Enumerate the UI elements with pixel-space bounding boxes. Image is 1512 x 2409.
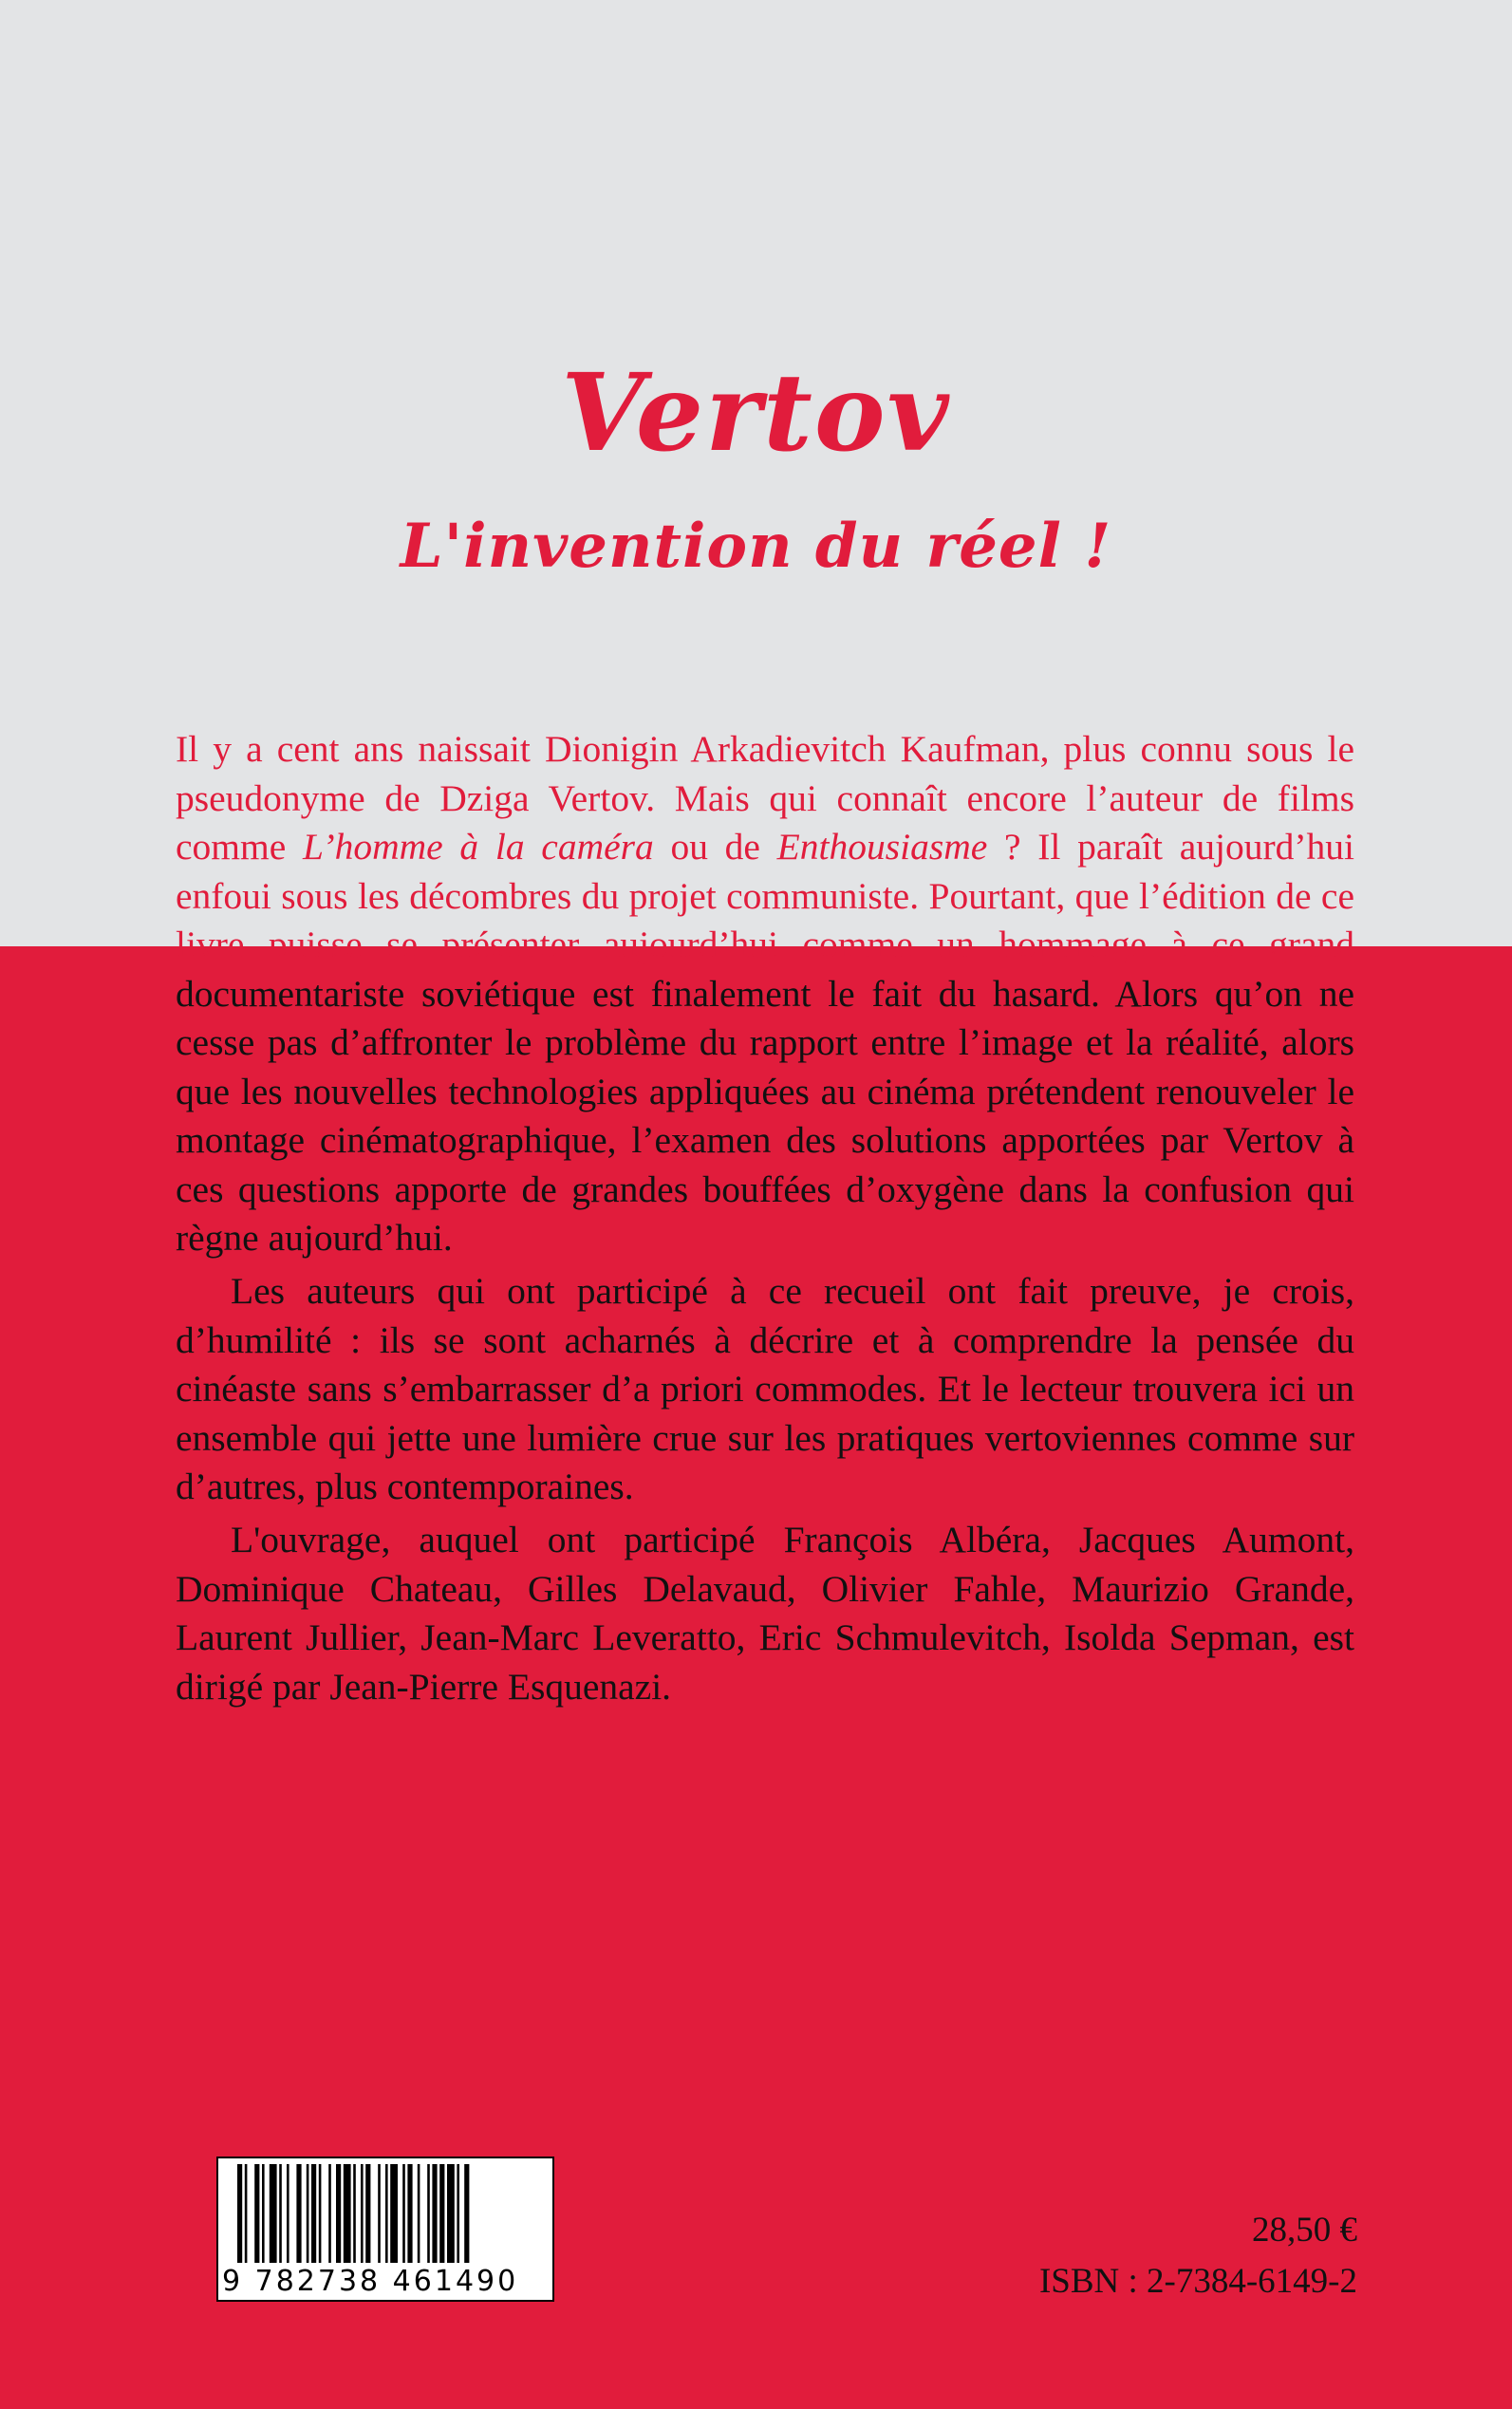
barcode-bar — [296, 2164, 301, 2263]
barcode-bar — [365, 2164, 370, 2263]
barcode-bar — [402, 2164, 405, 2263]
barcode-bar — [336, 2164, 341, 2263]
blurb-text-continued: documentariste soviétique est finalement le fait du hasard. Alors qu’on ne cesse pas d’affronter le problème du rapport entre l’image et la réalité, alors que les nouvelles technologies appliquées au cinéma prétendent renouveler le montage cinématographique, l’examen des solutions apportées par Vertov à ces questions apporte de grandes bouffées d’oxygène dans la confusion qui règne aujourd’hui. — [176, 972, 1354, 1259]
barcode-bars — [237, 2164, 533, 2263]
barcode-bar — [245, 2164, 248, 2263]
barcode-bar — [353, 2164, 356, 2263]
barcode-bar — [464, 2164, 469, 2263]
barcode-bar — [432, 2164, 437, 2263]
barcode-bar — [279, 2164, 282, 2263]
barcode-bar — [390, 2164, 398, 2263]
film-title: L’homme à la caméra — [302, 826, 654, 868]
blurb-text: Il y a cent ans naissait Dionigin Arkadievitch Kaufman, plus connu sous le pseudonyme de Dziga Vertov. Mais qui connaît encore l’auteur de films comme — [176, 728, 1354, 868]
barcode-bar — [270, 2164, 277, 2263]
barcode-bar — [311, 2164, 316, 2263]
book-title: Vertov — [561, 351, 951, 476]
film-title: Enthousiasme — [776, 826, 988, 868]
barcode-bar — [328, 2164, 331, 2263]
barcode-bar — [439, 2164, 444, 2263]
barcode-bar — [385, 2164, 388, 2263]
barcode-bar — [307, 2164, 309, 2263]
price: 28,50 € — [1252, 2211, 1357, 2250]
barcode-bar — [237, 2164, 242, 2263]
barcode-bar — [262, 2164, 265, 2263]
barcode-bar — [361, 2164, 364, 2263]
barcode-bar — [319, 2164, 322, 2263]
blurb-paragraph-1 — [176, 725, 1354, 1263]
barcode-bar — [447, 2164, 455, 2263]
barcode-bar — [457, 2164, 459, 2263]
barcode-bar — [344, 2164, 351, 2263]
barcode-bar — [378, 2164, 381, 2263]
barcode-bar — [407, 2164, 412, 2263]
barcode-digits: 9 782738 461490 — [222, 2265, 519, 2298]
blurb-paragraph-3: L'ouvrage, auquel ont participé François Albéra, Jacques Aumont, Dominique Chateau, Gilles Delavaud, Olivier Fahle, Maurizio Grande, Laurent Jullier, Jean-Marc Leveratto, Eric Schmulevitch, Isolda Sepman, est dirigé par Jean-Pierre Esquenazi. — [176, 1519, 1354, 1708]
barcode-bar — [254, 2164, 259, 2263]
blurb-paragraph-2: Les auteurs qui ont participé à ce recueil ont fait preuve, je crois, d’humilité : ils se sont acharnés à décrire et à comprendre la pensée du cinéaste sans s’embarrasser d’a priori commodes. Et le lecteur trouvera ici un ensemble qui jette une lumière crue sur les pratiques vertoviennes comme sur d’autres, plus contemporaines. — [176, 1270, 1354, 1507]
barcode-bar — [418, 2164, 420, 2263]
barcode — [216, 2157, 554, 2302]
barcode-bar — [427, 2164, 430, 2263]
book-subtitle: L'invention du réel ! — [400, 511, 1112, 582]
barcode-bar — [287, 2164, 289, 2263]
blurb-text: ? Il paraît aujourd’hui enfoui sous les décombres du projet communiste. Pourtant, que l’édition de ce livre puisse se présenter aujourd’hui comme un hommage à ce grand — [176, 826, 1354, 965]
isbn: ISBN : 2-7384-6149-2 — [1038, 2262, 1357, 2301]
blurb-text: ou de — [653, 826, 777, 868]
